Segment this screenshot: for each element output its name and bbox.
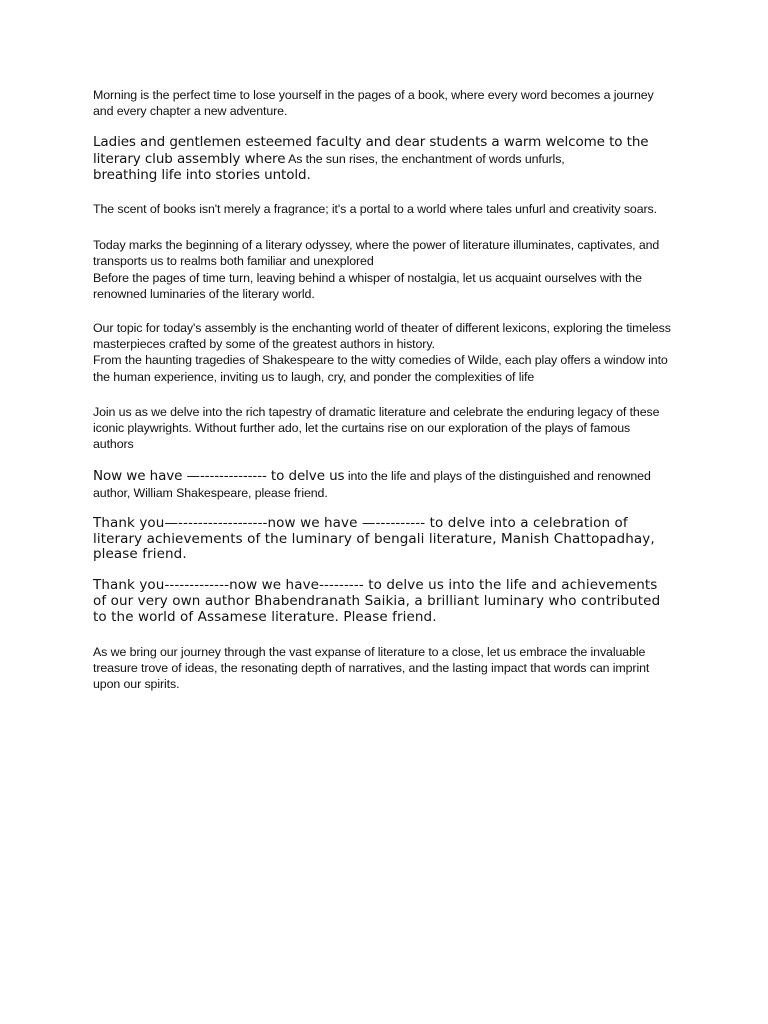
welcome-greeting-text: Ladies and gentlemen esteemed faculty and dear students a warm welcome to the literary club assembly where xyxy=(93,134,649,167)
topic-line-2: From the haunting tragedies of Shakespeare to the witty comedies of Wilde, each play offers a window into the human experience, inviting us to laugh, cry, and ponder the complexities of life xyxy=(93,353,668,384)
paragraph-join-us: Join us as we delve into the rich tapestry of dramatic literature and celebrate the enduring legacy of these iconic playwrights. Without further ado, let the curtains rise on our exploration of the plays of famous authors xyxy=(93,404,660,452)
welcome-ending-text: breathing life into stories untold. xyxy=(93,166,311,183)
paragraph-assamese-author-intro: Thank you-------------now we have--------- to delve us into the life and achievements of our very own author Bhabendranath Saikia, a brilliant luminary who contributed to the world of Assamese literature. Please friend. xyxy=(93,577,661,625)
shakespeare-intro-lead: Now we have —-------------- to delve us xyxy=(93,468,345,485)
welcome-sunrise-text: As the sun rises, the enchantment of words unfurls, xyxy=(285,151,565,166)
paragraph-bengali-author-intro: Thank you—------------------now we have —---------- to delve into a celebration of literary achievements of the luminary of bengali literature, Manish Chattopadhay, please friend. xyxy=(93,514,655,563)
paragraph-closing: As we bring our journey through the vast expanse of literature to a close, let us embrace the invaluable treasure trove of ideas, the resonating depth of narratives, and the lasting impact that words can imprint upon our spirits. xyxy=(93,644,650,692)
document-body xyxy=(93,87,673,692)
odyssey-line-2: Before the pages of time turn, leaving behind a whisper of nostalgia, let us acquaint ourselves with the renowned luminaries of the literary world. xyxy=(93,270,642,301)
paragraph-literary-odyssey xyxy=(93,237,673,302)
shakespeare-intro-rest: into the life and plays of the distinguished and renowned author, William Shakespeare, please friend. xyxy=(93,469,651,500)
paragraph-shakespeare-intro xyxy=(93,468,673,500)
paragraph-morning: Morning is the perfect time to lose yourself in the pages of a book, where every word becomes a journey and every chapter a new adventure. xyxy=(93,88,654,119)
odyssey-line-1: Today marks the beginning of a literary odyssey, where the power of literature illuminates, captivates, and transports us to realms both familiar and unexplored xyxy=(93,238,660,269)
topic-line-1: Our topic for today's assembly is the enchanting world of theater of different lexicons, exploring the timeless masterpieces crafted by some of the greatest authors in history. xyxy=(93,321,671,352)
paragraph-assembly-topic xyxy=(93,320,673,385)
paragraph-welcome xyxy=(93,134,673,183)
paragraph-scent-of-books: The scent of books isn't merely a fragrance; it's a portal to a world where tales unfurl and creativity soars. xyxy=(93,202,657,217)
